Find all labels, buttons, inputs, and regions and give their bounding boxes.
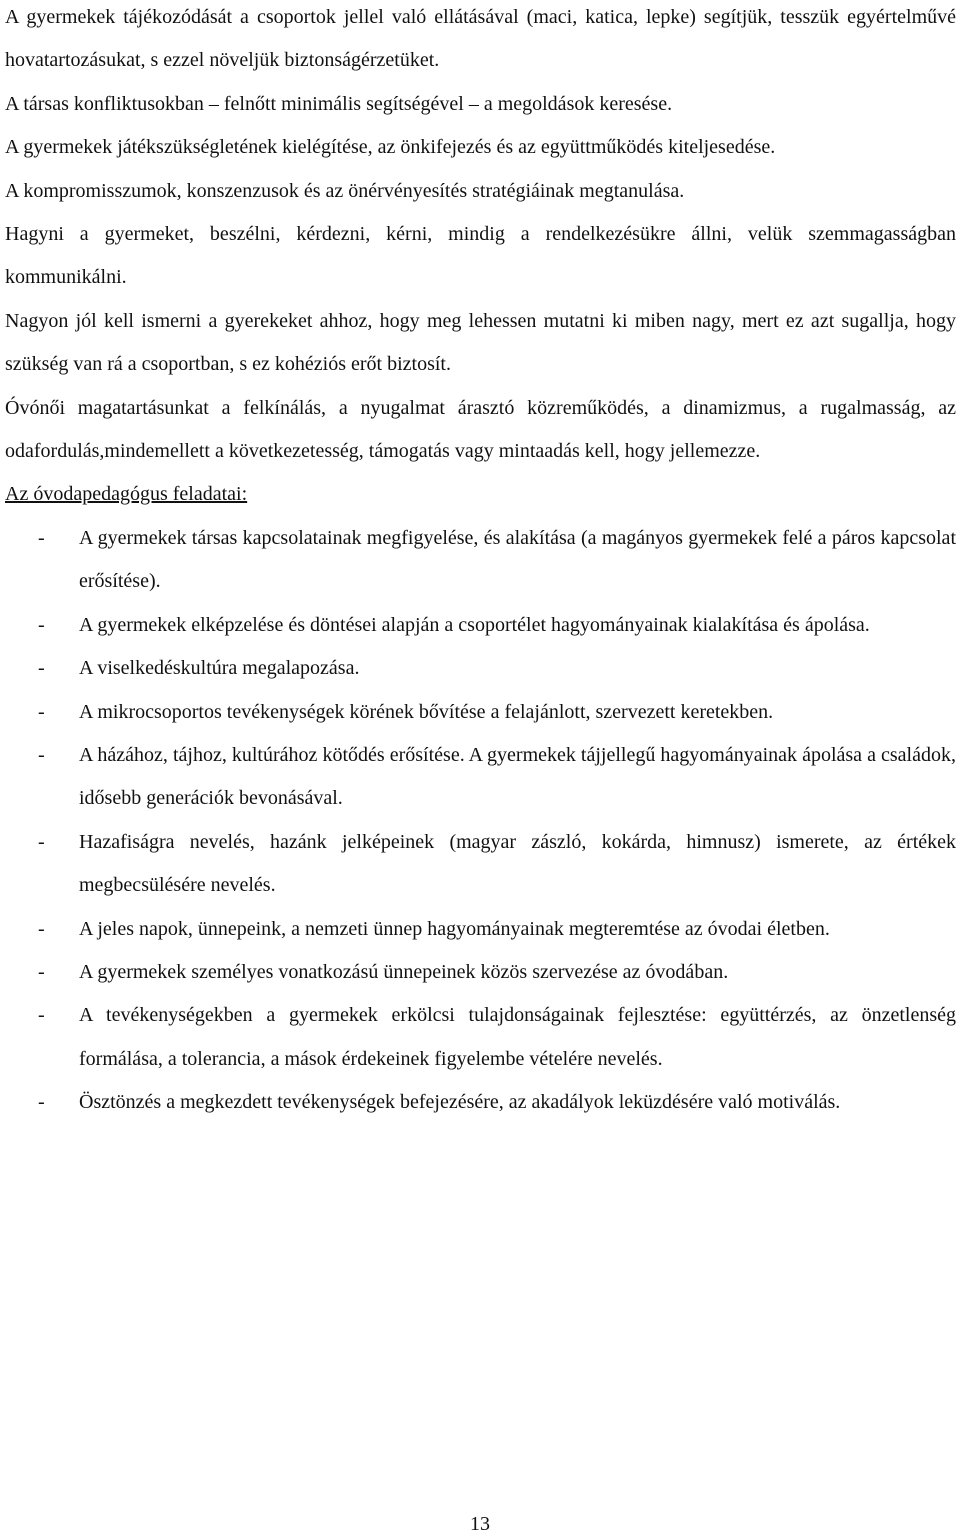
list-item-text: A gyermekek társas kapcsolatainak megfigyelése, és alakítása (a magányos gyermekek felé a páros kapcsolat erősítése). [79, 526, 956, 593]
list-bullet: - [38, 657, 45, 680]
list-item [5, 908, 956, 951]
list-item-text: A tevékenységekben a gyermekek erkölcsi tulajdonságainak fejlesztése: együttérzés, az önzetlenség formálása, a tolerancia, a mások érdekeinek figyelembe vételére nevelés. [79, 1004, 956, 1070]
paragraph: A kompromisszumok, konszenzusok és az önérvényesítés stratégiáinak megtanulása. [5, 179, 685, 202]
list-item [5, 1081, 956, 1124]
paragraph: A gyermekek tájékozódását a csoportok jellel való ellátásával (maci, katica, lepke) segítjük, tesszük egyértelművé hovatartozásukat, s ezzel növeljük biztonságérzetüket. [5, 6, 956, 72]
list-item-text: A gyermekek elképzelése és döntései alapján a csoportélet hagyományainak kialakítása és ápolása. [79, 613, 870, 636]
list-item-text: A jeles napok, ünnepeink, a nemzeti ünnep hagyományainak megteremtése az óvodai életben. [79, 917, 830, 940]
list-bullet: - [38, 830, 45, 853]
section-heading: Az óvodapedagógus feladatai: [5, 483, 248, 506]
list-item-text: Hazafiságra nevelés, hazánk jelképeinek (magyar zászló, kokárda, himnusz) ismerete, az értékek megbecsülésére nevelés. [79, 830, 956, 897]
task-list [5, 517, 956, 1125]
list-bullet: - [38, 1091, 45, 1114]
list-item-text: A gyermekek személyes vonatkozású ünnepeinek közös szervezése az óvodában. [79, 960, 729, 983]
list-item [5, 821, 956, 908]
list-item-text: A mikrocsoportos tevékenységek körének bővítése a felajánlott, szervezett keretekben. [79, 700, 774, 723]
list-bullet: - [38, 960, 45, 983]
page-number: 13 [470, 1513, 490, 1535]
paragraph: Hagyni a gyermeket, beszélni, kérdezni, kérni, mindig a rendelkezésükre állni, velük szemmagasságban kommunikálni. [5, 223, 956, 289]
page-content [5, 0, 956, 1125]
list-item [5, 517, 956, 604]
list-item-text: A házához, tájhoz, kultúrához kötődés erősítése. A gyermekek tájjellegű hagyományainak ápolása a családok, idősebb generációk bevonásával. [79, 743, 956, 810]
list-item [5, 734, 956, 821]
list-item-text: A viselkedéskultúra megalapozása. [79, 657, 360, 680]
paragraph: Nagyon jól kell ismerni a gyerekeket ahhoz, hogy meg lehessen mutatni ki miben nagy, mert ez azt sugallja, hogy szükség van rá a csoportban, s ez kohéziós erőt biztosít. [5, 309, 956, 376]
paragraph: Óvónői magatartásunkat a felkínálás, a nyugalmat árasztó közreműködés, a dinamizmus, a rugalmasság, az odafordulás,mindemellett a következetesség, támogatás vagy mintaadás kell, hogy jellemezze. [5, 396, 956, 463]
paragraph: A társas konfliktusokban – felnőtt minimális segítségével – a megoldások keresése. [5, 92, 673, 115]
list-item [5, 994, 956, 1081]
list-bullet: - [38, 700, 45, 723]
list-bullet: - [38, 526, 45, 549]
list-item [5, 951, 956, 994]
list-bullet: - [38, 917, 45, 940]
paragraph: A gyermekek játékszükségletének kielégítése, az önkifejezés és az együttműködés kiteljesedése. [5, 136, 776, 159]
list-item [5, 647, 956, 690]
list-bullet: - [38, 743, 45, 766]
list-item [5, 604, 956, 647]
list-item-text: Ösztönzés a megkezdett tevékenységek befejezésére, az akadályok leküzdésére való motiválás. [79, 1091, 841, 1114]
list-bullet: - [38, 1004, 45, 1027]
list-item [5, 691, 956, 734]
list-bullet: - [38, 613, 45, 636]
